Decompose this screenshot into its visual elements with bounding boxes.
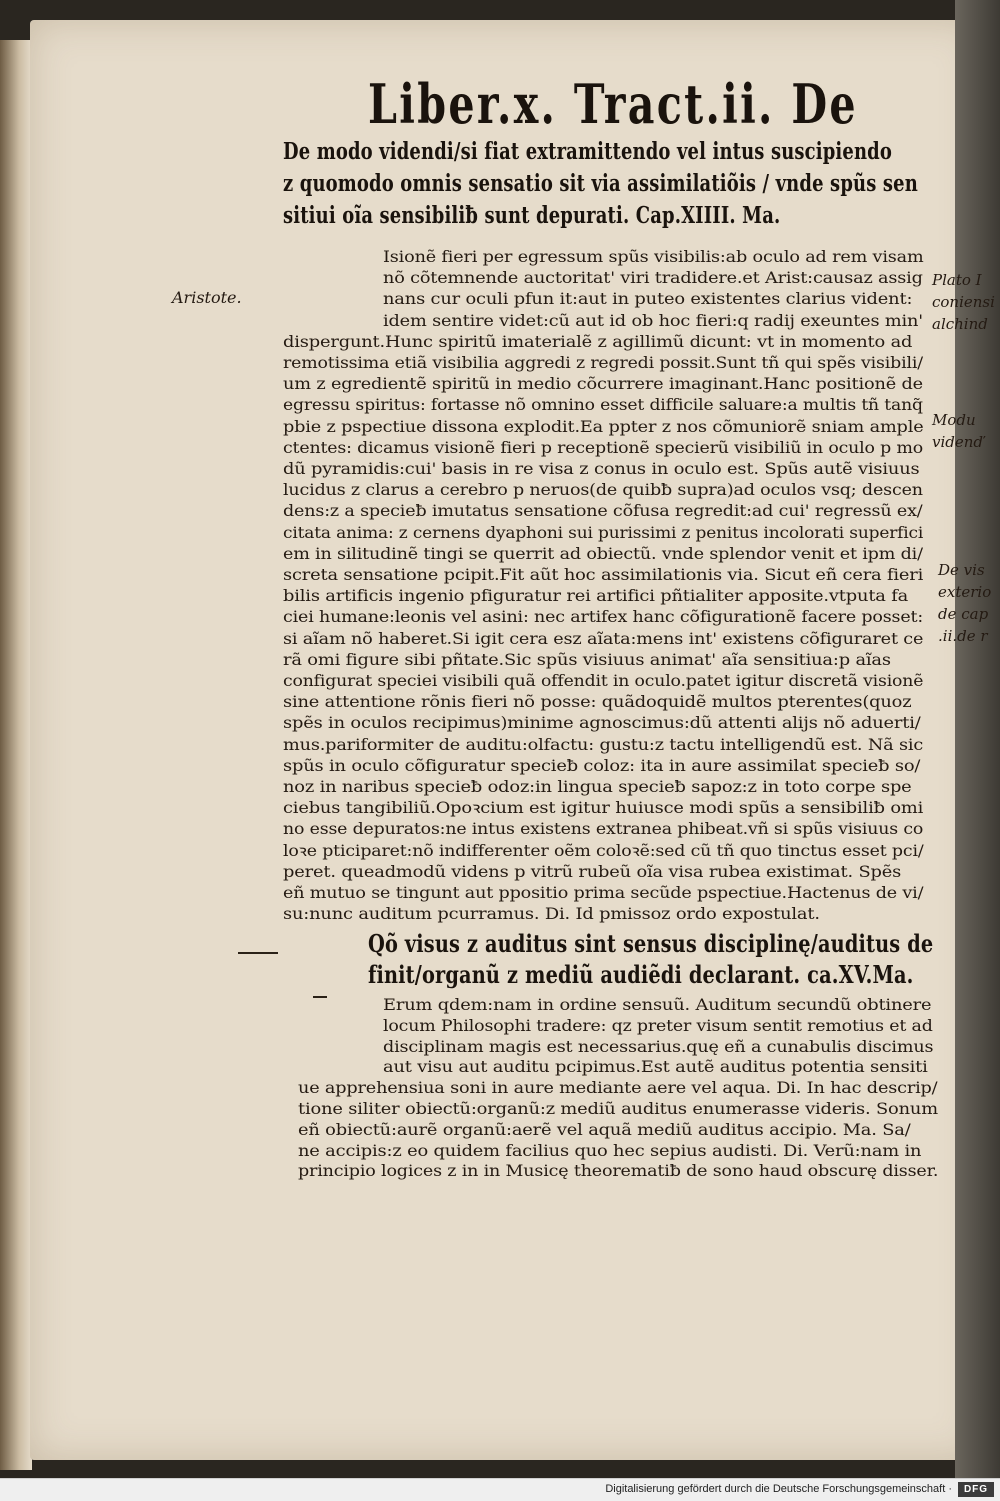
margin-dash xyxy=(313,996,327,998)
text-line: Isionẽ fieri per egressum spũs visibilis:ab oculo ad rem visam xyxy=(383,248,924,266)
text-line: ue apprehensiua soni in aure mediante aere vel aqua. Di. In hac descrip/ xyxy=(298,1079,938,1098)
text-line: em in silitudinẽ tingi se querrit ad obiectũ. vnde splendor venit et ipm di/ xyxy=(283,544,923,563)
right-margin-note: de cap xyxy=(938,605,989,623)
text-line: lucidus z clarus a cerebro p neruos(de quibƀ supra)ad oculos vsq; descen xyxy=(283,481,923,500)
text-line: ciebus tangibiliũ.Opoꝛcium est igitur huiusce modi spũs a sensibiliƀ omi xyxy=(283,799,924,818)
right-margin-note: Plato I xyxy=(932,271,982,289)
chapter-15-heading xyxy=(368,928,1000,990)
text-line: Erum qdem:nam in ordine sensuũ. Auditum secundũ obtinere xyxy=(383,996,932,1014)
text-line: bilis artificis ingenio pfiguratur rei artifici pñtialiter apposite.vtputa fa xyxy=(283,587,909,606)
text-line: ne accipis:z eo quidem facilius quo hec sepius audisti. Di. Verũ:nam in xyxy=(298,1141,922,1160)
text-line: sine attentione rõnis fieri nõ posse: quãdoquidẽ multos pterentes(quoz xyxy=(283,693,912,712)
text-line: peret. queadmodũ videns p vitrũ rubeũ oĩa visa rubea existimat. Spẽs xyxy=(283,862,902,881)
text-line: aut visu aut auditu pcipimus.Est autẽ auditus potentia sensiti xyxy=(383,1058,928,1077)
right-margin-note: De vis xyxy=(938,561,985,579)
right-margin-note: alchind xyxy=(932,315,988,333)
text-line: spẽs in oculos recipimus)minime agnoscimus:dũ attenti alijs nõ aduerti/ xyxy=(283,714,921,733)
text-line: locum Philosophi tradere: qz preter visum sentit remotius et ad xyxy=(383,1016,933,1035)
chapter-heading-line: Qõ visus z auditus sint sensus disciplinę/auditus de xyxy=(368,929,934,958)
chapter-14-heading xyxy=(283,136,1000,232)
text-line: no esse depuratos:ne intus existens extranea phibeat.vñ si spũs visiuus co xyxy=(283,820,924,839)
text-line: tione siliter obiectũ:organũ:z mediũ auditus enumerasse videris. Sonum xyxy=(298,1100,938,1118)
text-line: nõ cõtemnende auctoritat' viri tradidere.et Arist:causaz assig xyxy=(383,269,923,288)
text-line: rã omi figure sibi pñtate.Sic spũs visiuus animat' aĩa sensitiua:p aĩas xyxy=(283,650,891,669)
text-line: um z egredientẽ spiritũ in medio cõcurrere imaginant.Hanc positionẽ de xyxy=(283,375,923,394)
text-line: ciei humane:leonis vel asini: nec artifex hanc cõfigurationẽ facere posset: xyxy=(283,608,924,627)
digitization-footer xyxy=(0,1478,1000,1501)
chapter-heading-line: sitiui oĩa sensibiliƀ sunt depurati. Cap.XIIII. Ma. xyxy=(283,202,781,229)
page-left-edge xyxy=(0,40,32,1470)
text-line: dispergunt.Hunc spiritũ imaterialẽ z agillimũ dicunt: vt in momento ad xyxy=(283,332,913,351)
chapter-heading-line: De modo videndi/si fiat extramittendo vel intus suscipiendo xyxy=(283,138,893,165)
text-line: eñ mutuo se tingunt aut ppositio prima secũde pspectiue.Hactenus de vi/ xyxy=(283,884,924,902)
text-line: loꝛe pticiparet:nõ indifferenter oẽm coloꝛẽ:sed cũ tñ quo tinctus esset pci/ xyxy=(283,841,924,860)
text-line: screta sensatione pcipit.Fit aũt hoc assimilationis via. Sicut eñ cera fieri xyxy=(283,566,924,584)
text-line: mus.pariformiter de auditu:olfactu: gustu:z tactu intelligendũ est. Nã sic xyxy=(283,735,924,754)
chapter-heading-line: z quomodo omnis sensatio sit via assimilatiõis / vnde spũs sen xyxy=(283,170,918,197)
text-line: spũs in oculo cõfiguratur specieƀ coloz: ita in aure assimilat specieƀ so/ xyxy=(283,756,921,775)
dfg-logo: DFG xyxy=(958,1482,994,1497)
left-margin-note: Aristote. xyxy=(172,288,242,307)
text-line: si aĩam nõ haberet.Si igit cera esz aĩata:mens int' existens cõfiguraret ce xyxy=(283,629,924,648)
text-line: su:nunc auditum pcurramus. Di. Id pmissoz ordo expostulat. xyxy=(283,905,820,924)
text-line: remotissima etiã visibilia aggredi z regredi possit.Sunt tñ qui spẽs visibili/ xyxy=(283,354,923,372)
running-head: Liber.x. Tract.ii. De xyxy=(368,72,858,136)
text-line: dens:z a specieƀ imutatus sensatione cõfusa regredit:ad cui' regressũ ex/ xyxy=(283,502,923,521)
text-line: eñ obiectũ:aurẽ organũ:aerẽ vel aquã mediũ auditus accipio. Ma. Sa/ xyxy=(298,1120,911,1139)
text-line: principio logices z in in Musicę theorematiƀ de sono haud obscurę disser. xyxy=(298,1162,939,1181)
right-margin-note: videnď xyxy=(932,433,984,451)
footer-credit: Digitalisierung gefördert durch die Deutsche Forschungsgemeinschaft · xyxy=(605,1483,952,1495)
text-line: ctentes: dicamus visionẽ fieri p receptionẽ specierũ visibiliũ in oculo p mo xyxy=(283,438,924,457)
text-line: pbie z pspectiue dissona explodit.Ea ppter z nos cõmuniorẽ sniam ample xyxy=(283,417,924,436)
right-margin-note: .ii.de r xyxy=(938,627,988,645)
text-line: noz in naribus specieƀ odoz:in lingua specieƀ sapoz:z in toto corpe spe xyxy=(283,778,912,796)
right-margin-note: coniensi xyxy=(932,293,995,311)
text-line: disciplinam magis est necessarius.quę eñ a cunabulis discimus xyxy=(383,1037,934,1056)
text-line: nans cur oculi pfun it:aut in puteo existentes clarius vident: xyxy=(383,290,913,309)
right-margin-note: exterio xyxy=(938,583,992,601)
right-margin-note: Modu xyxy=(932,411,976,429)
text-line: dũ pyramidis:cui' basis in re visa z conus in oculo est. Spũs autẽ visiuus xyxy=(283,460,920,478)
text-line: idem sentire videt:cũ aut id ob hoc fieri:q radij exeuntes min' xyxy=(383,311,923,330)
text-line: citata anima: z cernens dyaphoni sui purissimi z penitus incolorati superfici xyxy=(283,523,924,542)
text-line: egressu spiritus: fortasse nõ omnino esset difficile saluare:a multis tñ tanq̃ xyxy=(283,396,923,415)
chapter-heading-line: finit/organũ z mediũ audiẽdi declarant. ca.XV.Ma. xyxy=(368,960,914,989)
text-line: configurat speciei visibili quã offendit in oculo.patet igitur discretã visionẽ xyxy=(283,672,924,690)
margin-dash xyxy=(238,952,278,954)
